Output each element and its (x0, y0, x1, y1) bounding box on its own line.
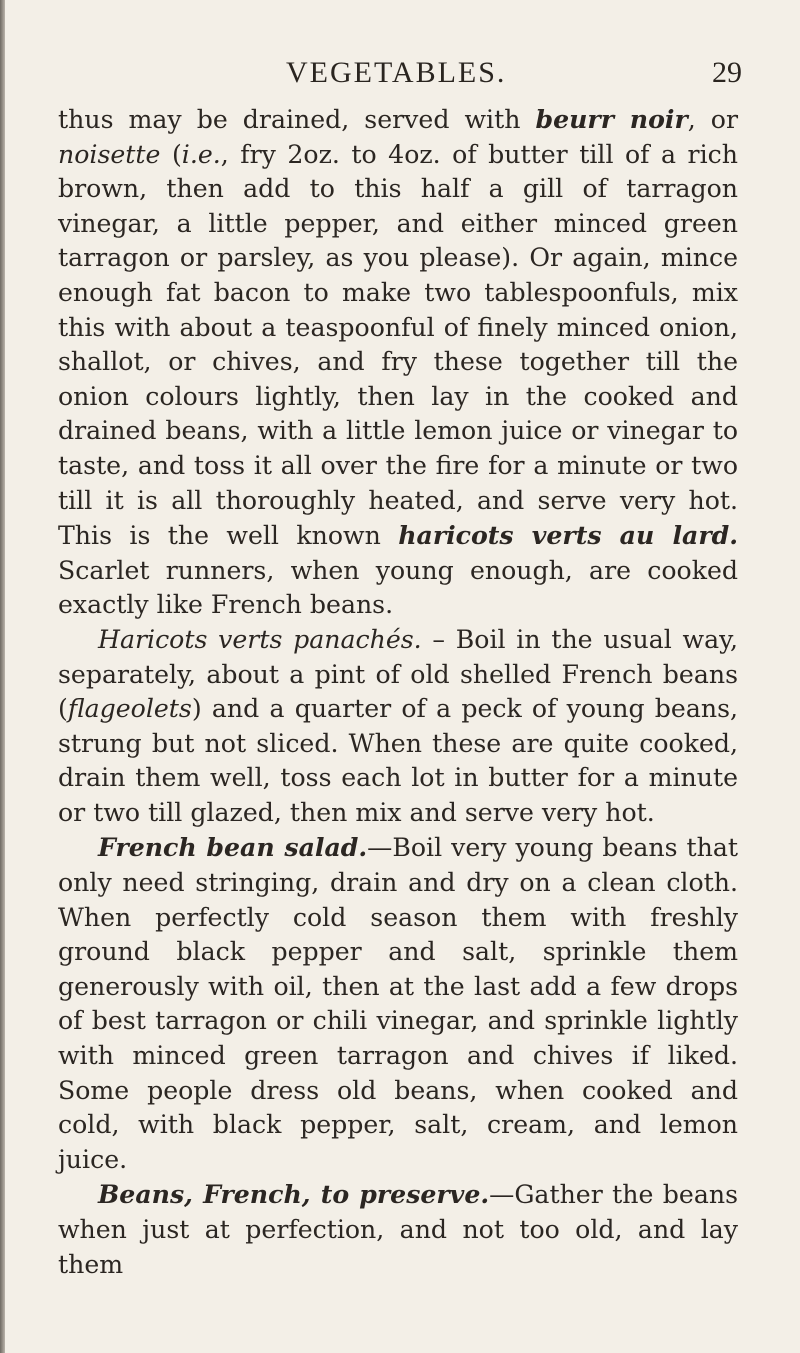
text-run: —Gather the beans when just at perfection, and not too old, and lay them (58, 1180, 738, 1279)
text-run: – Boil in the usual way, separately, about a pint of old shelled French beans ( (58, 624, 738, 724)
text-run: Scarlet runners, when young enough, are cooked exactly like French beans. (58, 555, 738, 620)
text-run: thus may be drained, served with (58, 105, 536, 134)
text-run: , fry 2oz. to 4oz. of butter till of a rich brown, then add to this half a gill of tarragon vinegar, a little pepper, and either minced green tarragon or parsley, as you please). Or again, mince enough fat bacon to make two tablespoonfuls, mix this with about a teaspoonful of finely minced onion, shallot, or chives, and fry these together till the onion colours lightly, then lay in the cooked and drained beans, with a little lemon juice or vinegar to taste, and toss it all over the fire for a minute or two till it is all thoroughly heated, and serve very hot. This is the well known (58, 139, 738, 551)
page-number: 29 (712, 56, 742, 89)
text-run: ) and a quarter of a peck of young beans, strung but not sliced. When these are quite cooked, drain them well, toss each lot in butter for a minute or two till glazed, then mix and serve very hot. (58, 694, 738, 827)
page-header (0, 56, 800, 96)
paragraph-french-beans-continued (58, 102, 738, 623)
italic-term: i.e. (181, 139, 221, 169)
italic-term: noisette (58, 139, 161, 169)
italic-term: flageolets (67, 694, 192, 724)
paragraph-haricots-verts-panaches (58, 623, 738, 831)
text-run: ( (160, 139, 182, 169)
page-body (58, 102, 738, 1282)
paragraph-beans-french-to-preserve (58, 1177, 738, 1282)
running-title: VEGETABLES. (286, 56, 507, 89)
italic-term: haricots verts au lard. (398, 520, 738, 551)
recipe-heading: French bean salad. (98, 832, 368, 863)
recipe-heading: Beans, French, to preserve. (98, 1179, 490, 1210)
italic-term: beurr noir (535, 104, 688, 134)
text-run: —Boil very young beans that only need stringing, drain and dry on a clean cloth. When perfectly cold season them with freshly ground black pepper and salt, sprinkle them generously with oil, then at the last add a few drops of best tarragon or chili vinegar, and sprinkle lightly with minced green tarragon and chives if liked. Some people dress old beans, when cooked and cold, with black pepper, salt, cream, and lemon juice. (58, 833, 738, 1174)
paragraph-french-bean-salad (58, 830, 738, 1177)
page-edge-shadow (0, 0, 5, 1353)
recipe-heading: Haricots verts panachés. (98, 624, 422, 654)
text-run: , or (687, 105, 738, 134)
